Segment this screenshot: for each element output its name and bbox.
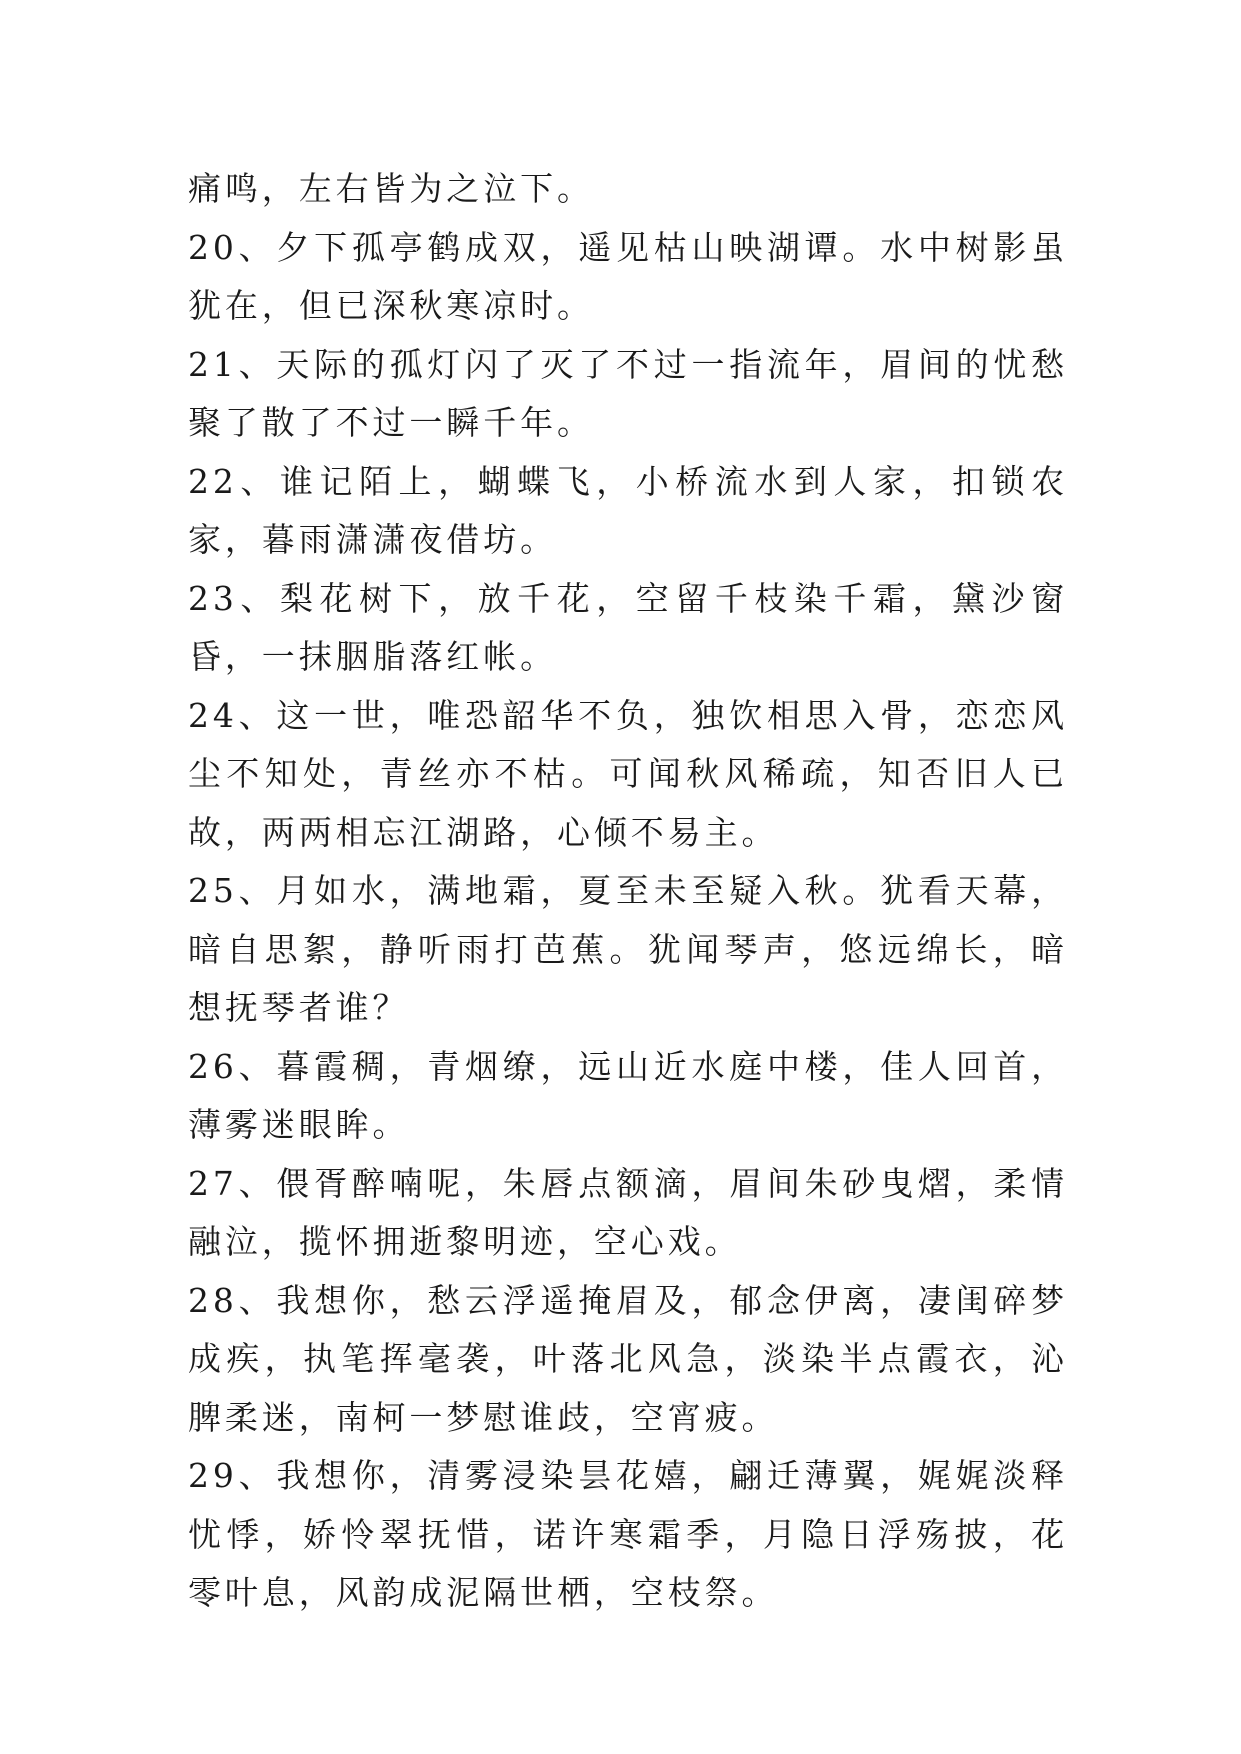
paragraph-item-25: 25、月如水，满地霜，夏至未至疑入秋。犹看天幕，暗自思絮，静听雨打芭蕉。犹闻琴声，悠远绵长，暗想抚琴者谁？ <box>188 871 1068 1027</box>
paragraph-item-26: 26、暮霞稠，青烟缭，远山近水庭中楼，佳人回首，薄雾迷眼眸。 <box>188 1046 1068 1144</box>
paragraph-item-23: 23、梨花树下，放千花，空留千枝染千霜，黛沙窗昏，一抹胭脂落红帐。 <box>188 578 1068 676</box>
paragraph-item-29: 29、我想你，清雾浸染昙花嬉，翩迁薄翼，娓娓淡释忧悸，娇怜翠抚惜，诺许寒霜季，月隐日浮殇披，花零叶息，风韵成泥隔世栖，空枝祭。 <box>188 1456 1068 1612</box>
paragraph-item-24: 24、这一世，唯恐韶华不负，独饮相思入骨，恋恋风尘不知处，青丝亦不枯。可闻秋风稀疏，知否旧人已故，两两相忘江湖路，心倾不易主。 <box>188 695 1068 852</box>
paragraph-item-21: 21、天际的孤灯闪了灭了不过一指流年，眉间的忧愁聚了散了不过一瞬千年。 <box>188 344 1068 442</box>
paragraph-item-27: 27、偎胥醉喃呢，朱唇点额滴，眉间朱砂曳熠，柔情融泣，揽怀拥逝黎明迹，空心戏。 <box>188 1163 1068 1261</box>
document-body <box>188 160 1068 1623</box>
paragraph-continuation: 痛鸣，左右皆为之泣下。 <box>188 169 594 208</box>
paragraph-item-22: 22、谁记陌上，蝴蝶飞，小桥流水到人家，扣锁农家，暮雨潇潇夜借坊。 <box>188 461 1068 559</box>
paragraph-item-20: 20、夕下孤亭鹤成双，遥见枯山映湖谭。水中树影虽犹在，但已深秋寒凉时。 <box>188 227 1068 325</box>
paragraph-item-28: 28、我想你，愁云浮遥掩眉及，郁念伊离，凄闺碎梦成疾，执笔挥毫袭，叶落北风急，淡染半点霞衣，沁脾柔迷，南柯一梦慰谁歧，空宵疲。 <box>188 1280 1068 1437</box>
